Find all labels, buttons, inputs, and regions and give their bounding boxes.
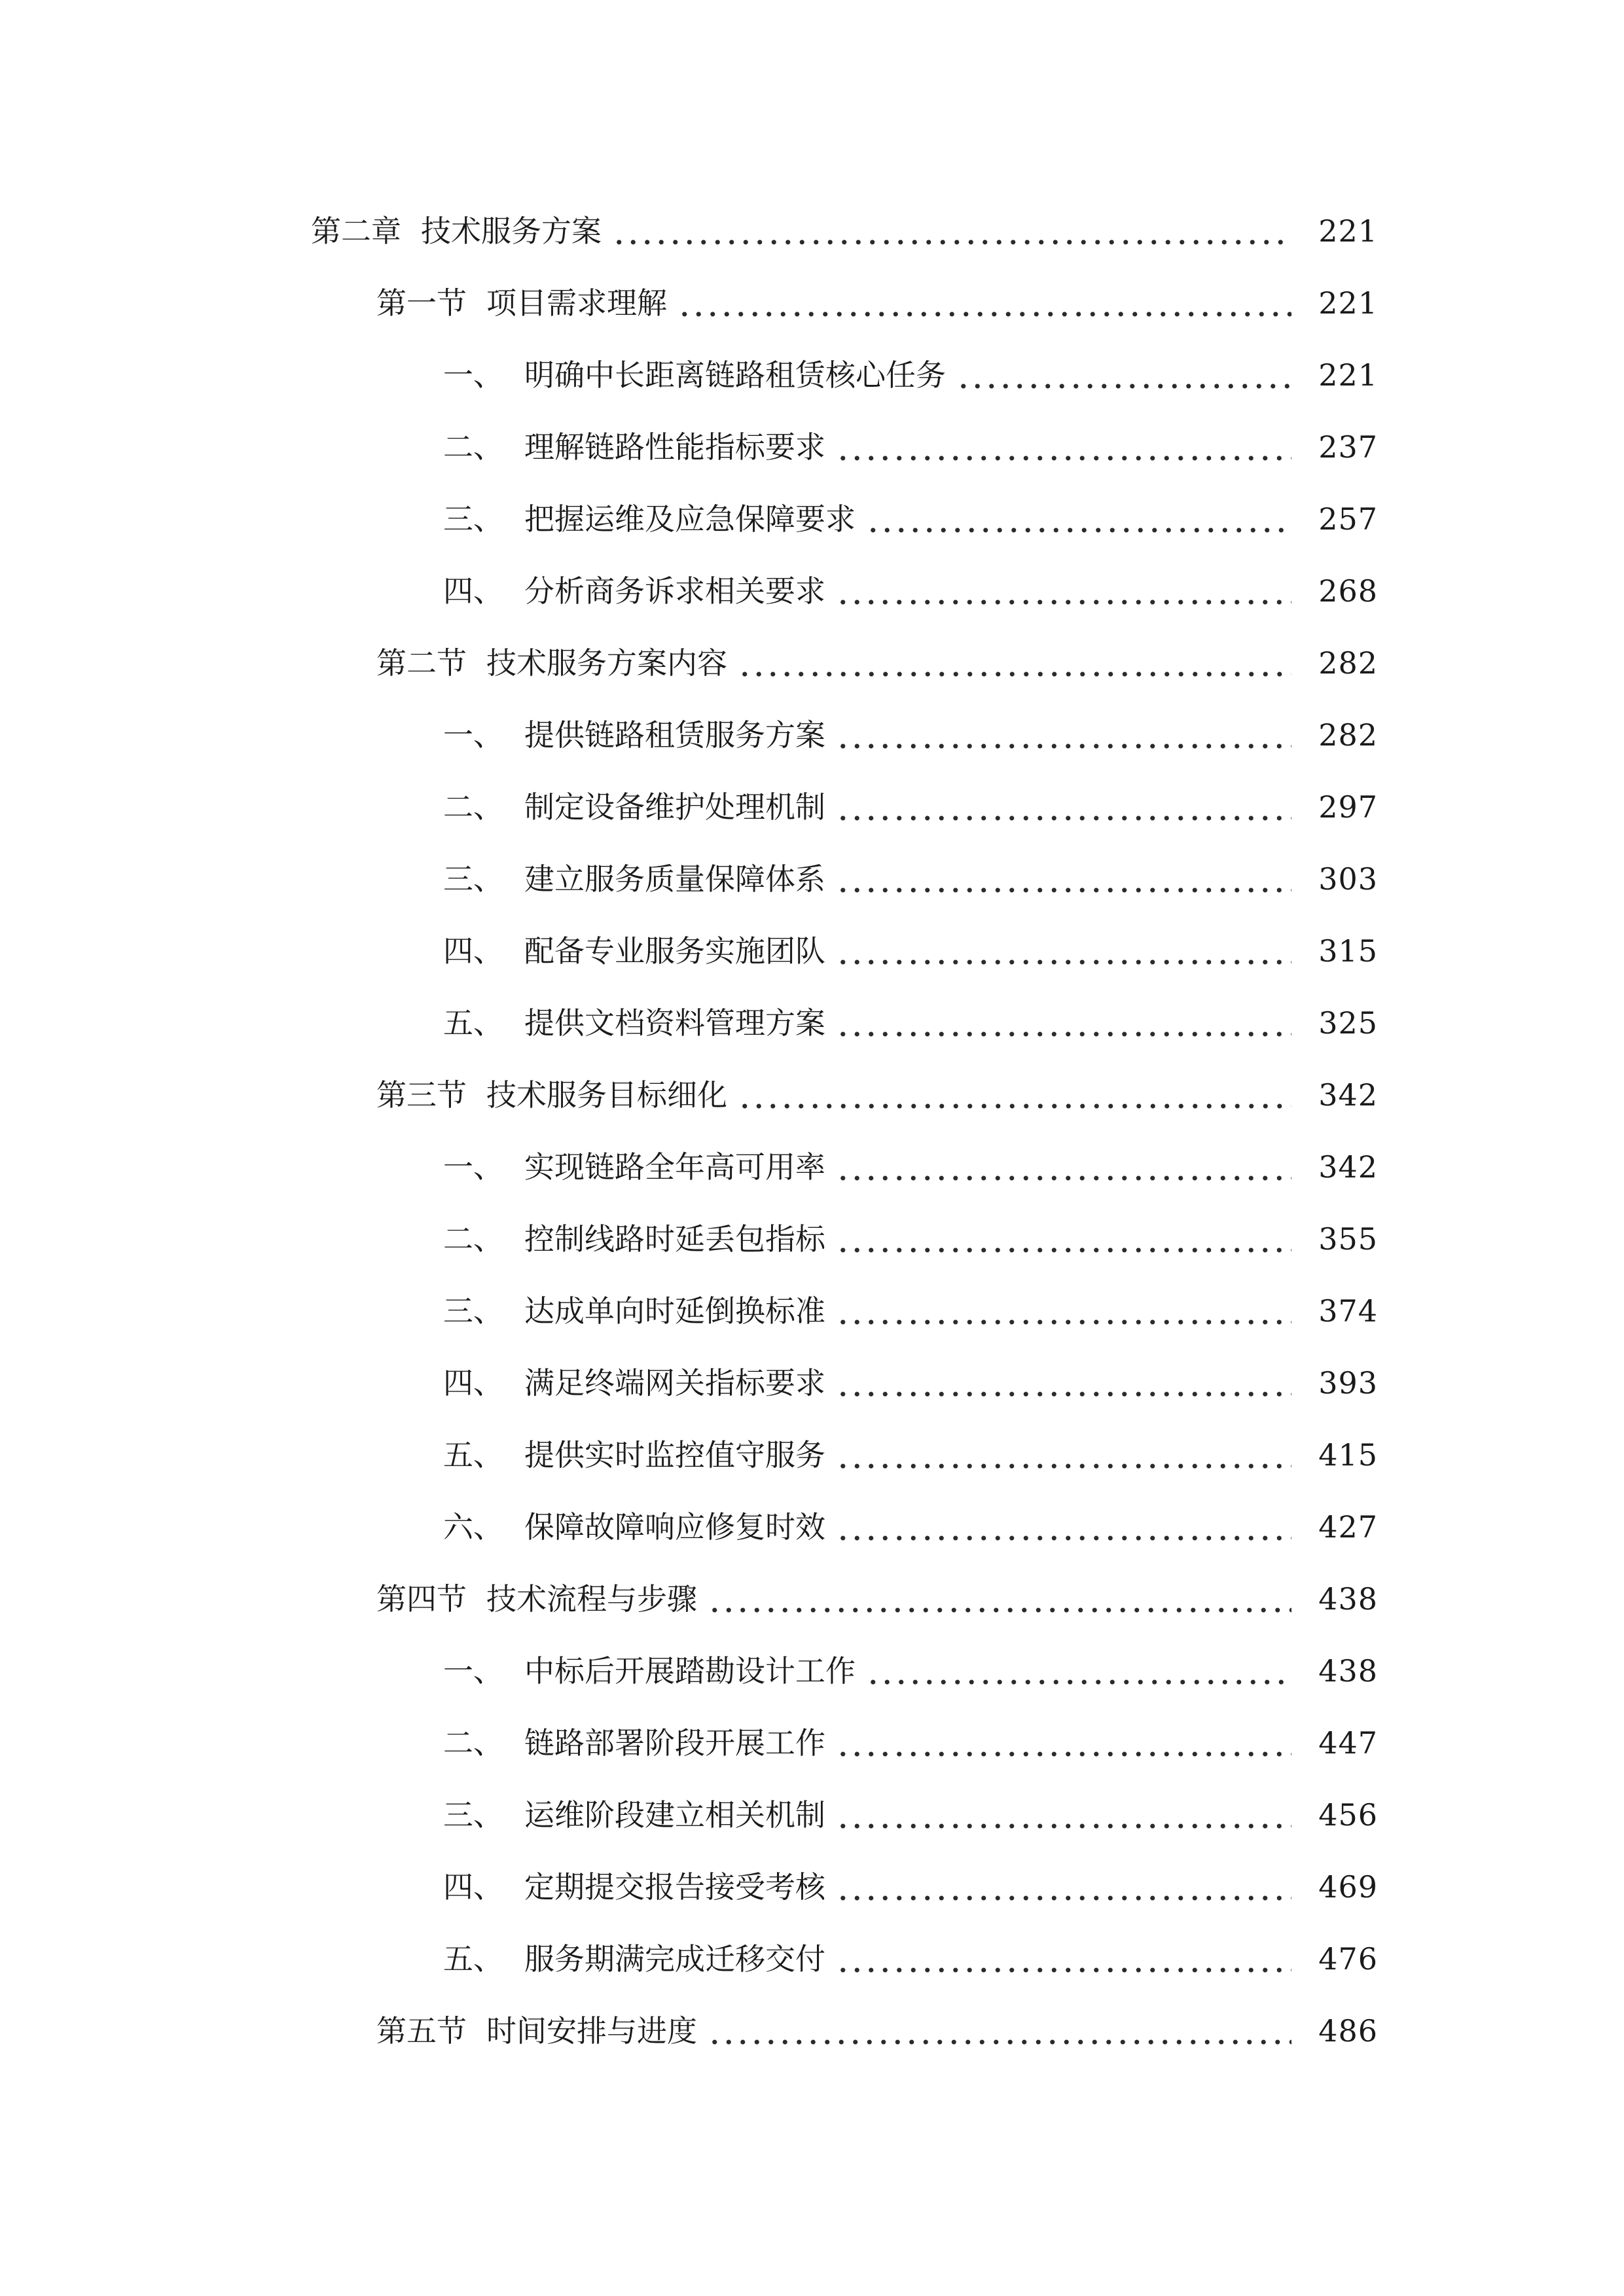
toc-entry-title: 满足终端网关指标要求 [524,1365,825,1401]
toc-entry-label [443,717,825,753]
toc-entry-title: 提供实时监控值守服务 [524,1437,825,1473]
toc-entry-number: 第二节 [376,645,467,681]
toc-entry-number: 二、 [443,1221,503,1257]
toc-page-number: 427 [1318,1509,1378,1545]
toc-entry-number: 二、 [443,1725,503,1761]
dot-leader [836,864,1291,894]
toc-entry-title: 时间安排与进度 [486,2013,697,2049]
toc-page-number: 438 [1318,1653,1378,1689]
toc-entry-label [443,861,825,897]
toc-entry-title: 配备专业服务实施团队 [524,933,825,969]
toc-subsection-entry[interactable] [0,1707,1624,1779]
toc-page-number: 355 [1318,1221,1378,1257]
dot-leader [836,576,1291,606]
toc-entry-title: 链路部署阶段开展工作 [524,1725,825,1761]
toc-entry-label [443,357,946,393]
toc-entry-label [443,933,825,969]
toc-page-number: 476 [1318,1941,1378,1977]
toc-entry-title: 达成单向时延倒换标准 [524,1293,825,1329]
toc-entry-title: 技术服务方案 [421,213,602,249]
toc-entry-label [443,1221,825,1257]
toc-entry-number: 六、 [443,1509,503,1545]
toc-entry-label [443,1797,825,1833]
toc-entry-number: 五、 [443,1437,503,1473]
toc-page-number: 456 [1318,1797,1378,1833]
dot-leader [836,1368,1291,1398]
toc-entry-number: 第三节 [376,1077,467,1113]
toc-subsection-entry[interactable] [0,1635,1624,1707]
toc-page-number: 221 [1318,213,1378,249]
toc-subsection-entry[interactable] [0,1203,1624,1275]
toc-section-entry[interactable] [0,1563,1624,1635]
toc-subsection-entry[interactable] [0,1851,1624,1923]
toc-entry-label [443,1437,825,1473]
toc-page-number: 282 [1318,717,1378,753]
dot-leader [836,1008,1291,1038]
toc-entry-number: 五、 [443,1941,503,1977]
toc-entry-title: 中标后开展踏勘设计工作 [524,1653,856,1689]
toc-entry-title: 服务期满完成迁移交付 [524,1941,825,1977]
toc-subsection-entry[interactable] [0,843,1624,915]
toc-entry-title: 控制线路时延丢包指标 [524,1221,825,1257]
toc-entry-number: 第二章 [311,213,401,249]
toc-page-number: 447 [1318,1725,1378,1761]
toc-entry-number: 四、 [443,573,503,609]
toc-entry-label [443,1005,825,1041]
toc-section-entry[interactable] [0,1059,1624,1131]
toc-entry-number: 三、 [443,1797,503,1833]
toc-entry-number: 三、 [443,861,503,897]
toc-subsection-entry[interactable] [0,1275,1624,1347]
toc-entry-number: 五、 [443,1005,503,1041]
toc-page-number: 303 [1318,861,1378,897]
toc-page-number: 237 [1318,429,1378,465]
toc-subsection-entry[interactable] [0,1923,1624,1995]
toc-entry-title: 定期提交报告接受考核 [524,1869,825,1905]
toc-entry-label [376,285,667,321]
toc-entry-title: 运维阶段建立相关机制 [524,1797,825,1833]
toc-entry-label [443,1149,825,1185]
toc-page-number: 438 [1318,1581,1378,1617]
toc-subsection-entry[interactable] [0,987,1624,1059]
toc-page-number: 257 [1318,501,1378,537]
toc-entry-label [443,1725,825,1761]
toc-entry-number: 二、 [443,789,503,825]
toc-page-number: 374 [1318,1293,1378,1329]
toc-section-entry[interactable] [0,1995,1624,2067]
toc-entry-label [376,2013,697,2049]
dot-leader [956,360,1291,390]
toc-page-number: 486 [1318,2013,1378,2049]
toc-entry-number: 第五节 [376,2013,467,2049]
dot-leader [836,432,1291,462]
dot-leader [836,1296,1291,1326]
toc-entry-title: 明确中长距离链路租赁核心任务 [524,357,946,393]
toc-section-entry[interactable] [0,267,1624,339]
toc-subsection-entry[interactable] [0,1131,1624,1203]
toc-subsection-entry[interactable] [0,771,1624,843]
toc-entry-title: 把握运维及应急保障要求 [524,501,856,537]
toc-entry-number: 一、 [443,1653,503,1689]
dot-leader [738,1080,1291,1110]
toc-page-number: 221 [1318,357,1378,393]
toc-entry-number: 一、 [443,357,503,393]
toc-entry-label [443,1653,856,1689]
toc-entry-label [311,213,602,249]
toc-entry-label [376,645,727,681]
toc-page-number: 268 [1318,573,1378,609]
toc-chapter-entry[interactable] [0,195,1624,267]
toc-entry-label [443,1869,825,1905]
dot-leader [836,1728,1291,1758]
toc-entry-number: 四、 [443,933,503,969]
toc-page-number: 393 [1318,1365,1378,1401]
dot-leader [836,1152,1291,1182]
toc-entry-number: 第一节 [376,285,467,321]
dot-leader [612,216,1291,246]
toc-page-number: 342 [1318,1149,1378,1185]
toc-entry-number: 一、 [443,717,503,753]
toc-page-number: 342 [1318,1077,1378,1113]
toc-entry-label [443,573,825,609]
toc-page-number: 297 [1318,789,1378,825]
toc-entry-label [443,1365,825,1401]
dot-leader [836,720,1291,750]
toc-entry-title: 技术服务方案内容 [486,645,727,681]
toc-page-number: 221 [1318,285,1378,321]
dot-leader [836,1512,1291,1542]
dot-leader [836,1944,1291,1974]
toc-entry-number: 二、 [443,429,503,465]
toc-entry-title: 实现链路全年高可用率 [524,1149,825,1185]
toc-entry-title: 提供文档资料管理方案 [524,1005,825,1041]
dot-leader [866,1656,1291,1686]
toc-page-number: 469 [1318,1869,1378,1905]
dot-leader [677,288,1291,318]
dot-leader [836,936,1291,966]
toc-entry-title: 提供链路租赁服务方案 [524,717,825,753]
toc-subsection-entry[interactable] [0,1347,1624,1419]
dot-leader [836,1800,1291,1830]
dot-leader [708,2016,1291,2046]
toc-entry-label [376,1581,697,1617]
toc-entry-number: 三、 [443,1293,503,1329]
toc-entry-title: 项目需求理解 [486,285,667,321]
dot-leader [738,648,1291,678]
toc-subsection-entry[interactable] [0,1491,1624,1563]
toc-entry-label [443,429,825,465]
toc-subsection-entry[interactable] [0,555,1624,627]
dot-leader [836,792,1291,822]
toc-subsection-entry[interactable] [0,411,1624,483]
toc-entry-title: 制定设备维护处理机制 [524,789,825,825]
toc-entry-label [376,1077,727,1113]
toc-entry-title: 保障故障响应修复时效 [524,1509,825,1545]
toc-entry-title: 技术流程与步骤 [486,1581,697,1617]
toc-entry-label [443,1941,825,1977]
toc-page-number: 282 [1318,645,1378,681]
toc-entry-title: 理解链路性能指标要求 [524,429,825,465]
toc-entry-label [443,1293,825,1329]
dot-leader [866,504,1291,534]
toc-entry-label [443,501,856,537]
toc-page-number: 315 [1318,933,1378,969]
toc-entry-number: 四、 [443,1365,503,1401]
table-of-contents [0,195,1624,2067]
toc-entry-label [443,789,825,825]
toc-entry-number: 一、 [443,1149,503,1185]
toc-entry-label [443,1509,825,1545]
dot-leader [836,1224,1291,1254]
toc-subsection-entry[interactable] [0,1419,1624,1491]
dot-leader [836,1872,1291,1902]
toc-subsection-entry[interactable] [0,915,1624,987]
toc-subsection-entry[interactable] [0,1779,1624,1851]
toc-entry-title: 建立服务质量保障体系 [524,861,825,897]
dot-leader [836,1440,1291,1470]
dot-leader [708,1584,1291,1614]
toc-subsection-entry[interactable] [0,339,1624,411]
toc-page-number: 325 [1318,1005,1378,1041]
toc-entry-number: 三、 [443,501,503,537]
toc-entry-title: 技术服务目标细化 [486,1077,727,1113]
toc-subsection-entry[interactable] [0,699,1624,771]
toc-entry-number: 四、 [443,1869,503,1905]
toc-section-entry[interactable] [0,627,1624,699]
toc-entry-number: 第四节 [376,1581,467,1617]
toc-entry-title: 分析商务诉求相关要求 [524,573,825,609]
toc-subsection-entry[interactable] [0,483,1624,555]
toc-page-number: 415 [1318,1437,1378,1473]
